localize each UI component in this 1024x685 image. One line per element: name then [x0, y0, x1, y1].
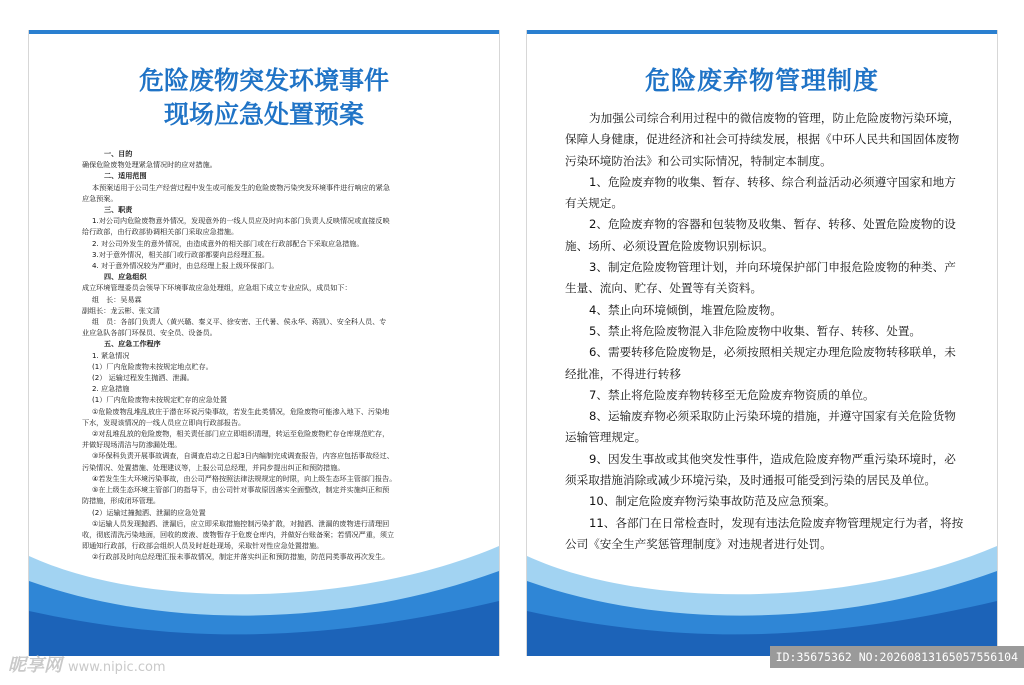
image-id-badge: ID:35675362 NO:20260813165057556104 [770, 646, 1024, 668]
body-line: ④若发生生大环境污染事故，由公司严格按照法律法规规定的时限，向上级生态环主管部门报告。 [92, 473, 397, 483]
body-line: (2） 运输过程发生抛洒、泄漏。 [92, 373, 194, 383]
rule-paragraph: 10、制定危险废弃物污染事故防范及应急预案。 [589, 494, 836, 509]
body-line: ①危险废物乱堆乱放庄于潜在环说污染事故，若发生此类情况，危险废物可能渗入地下、污染地 [92, 406, 390, 416]
body-line: 组 长：吴易霖 [92, 294, 142, 304]
body-line: ①运输人员发现抛洒、泄漏后，应立即采取措施控制污染扩散，对抛洒、泄漏的废物进行清理回 [92, 518, 390, 528]
body-line: 2. 应急措施 [92, 384, 130, 394]
site-watermark [8, 651, 166, 677]
body-line: 成立环境管理委员会领导下环境事故应急处理组，应急组下成立专业应队，成员如下： [82, 283, 352, 293]
rule-paragraph: 7、禁止将危险废弃物转移至无危险废弃物资质的单位。 [589, 387, 875, 402]
right-poster [526, 30, 998, 656]
body-line: 1. 紧急情况 [92, 350, 130, 360]
body-line: 污染情况、处置措施、处理建议等，上报公司总经理，并同步提出纠正和预防措施。 [82, 462, 345, 472]
left-wave-decoration [29, 536, 499, 656]
top-band [29, 30, 499, 34]
body-line: 本预案适用于公司生产经营过程中发生或可能发生的危险废物污染突发环境事件进行响应的紧急 [92, 182, 390, 192]
body-line: (1）厂内危险废物未按规定贮存的应急处置 [92, 395, 227, 405]
left-title-line-2: 现场应急处置预案 [163, 100, 364, 129]
body-line: 收，彻底清洗污染地面，回收的废液、废物暂存于危废仓库内，并做好台账备案；若情况严重，须立 [82, 529, 395, 539]
body-line: 业应急队各部门环保员、安全员、设备员。 [82, 328, 217, 338]
right-poster-body [565, 108, 965, 555]
body-line: 并做好现场清洁与防渗漏处理。 [82, 440, 182, 450]
right-wave-decoration [527, 536, 997, 656]
left-poster-body [82, 148, 462, 563]
body-line: ③环保科负责开展事故调查，自调查启动之日起3日内编制完成调查报告，内容应包括事故经过、 [92, 451, 394, 461]
section-heading: 四、应急组织 [104, 272, 147, 282]
body-line: ⑤在上级生态环境主管部门的指导下，由公司针对事故原因落实全面整改，制定并实施纠正和预 [92, 485, 390, 495]
body-line: 3.对于意外情况，相关部门或行政部都要向总经理汇报。 [92, 249, 270, 259]
body-line: 应急预案。 [82, 193, 118, 203]
section-heading: 二、适用范围 [104, 171, 147, 181]
body-line: 给行政部，由行政部协调相关部门采取应急措施。 [82, 227, 239, 237]
body-line: (2）运输过撞抛洒、泄漏的应急处置 [92, 507, 206, 517]
left-poster [28, 30, 500, 656]
rule-paragraph: 2、危险废弃物的容器和包装物及收集、暂存、转移、处置危险废物的设施、场所、必须设置危险废物识别标识。 [565, 217, 956, 253]
body-line: 防措施，形成闭环管理。 [82, 496, 161, 506]
right-poster-title: 危险废弃物管理制度 [644, 66, 879, 95]
section-heading: 一、目的 [104, 149, 133, 158]
body-line: 2. 对公司外发生的意外情况，由造成意外的相关部门或在行政部配合下采取应急措施。 [92, 238, 364, 248]
body-line: ②对乱堆乱放的危险废物，相关责任部门应立即组织清理，转运至危险废物贮存仓库规范贮存， [92, 429, 390, 439]
body-line: 4. 对于意外情况较为严重时，由总经理上报上级环保部门。 [92, 261, 279, 271]
body-line: 确保危险废物处理紧急情况时的应对措施。 [82, 160, 217, 170]
body-line: 下水，发现该情况的一线人员应立即向行政部报告。 [82, 417, 246, 427]
left-poster-title [29, 64, 499, 132]
body-line: 1.对公司内危险废物意外情况，发现意外的一线人员应及时向本部门负责人反映情况或直接反映 [92, 216, 390, 226]
rule-paragraph: 1、危险废弃物的收集、暂存、转移、综合利益活动必须遵守国家和地方有关规定。 [565, 174, 956, 211]
left-title-line-1: 危险废物突发环境事件 [138, 66, 389, 95]
body-line: ②行政部及时向总经理汇报未事故情况，制定并落实纠正和预防措施，防范同类事故再次发生。 [92, 552, 390, 562]
rule-paragraph: 8、运输废弃物必须采取防止污染环境的措施，并遵守国家有关危险货物运输管理规定。 [565, 409, 956, 445]
section-heading: 五、应急工作程序 [104, 339, 161, 349]
body-line: (1）厂内危险废物未按规定地点贮存。 [92, 361, 213, 371]
body-line: 即通知行政部，行政部会组织人员及时赶赴现场，采取针对性应急处置措施。 [82, 541, 324, 551]
watermark-site-name: 昵享网 [8, 655, 62, 676]
rule-paragraph: 6、需要转移危险废物是，必须按照相关规定办理危险废物转移联单，未经批准，不得进行转移 [565, 345, 956, 381]
rule-paragraph: 为加强公司综合利用过程中的微信废物的管理，防止危险废物污染环境，保障人身健康，促进经济和社会可持续发展，根据《中环人民共和国固体废物污染环境防治法》和公司实际情况，特制定本制度。 [565, 111, 961, 168]
watermark-url: www.nipic.com [68, 660, 166, 675]
body-line: 副组长：龙云彬、张文清 [82, 305, 161, 315]
rule-paragraph: 9、因发生事故或其他突发性事件，造成危险废弃物严重污染环境时，必须采取措施消除或减少环境污染，及时通报可能受到污染的居民及单位。 [565, 451, 956, 488]
rule-paragraph: 3、制定危险废物管理计划，并向环境保护部门申报危险废物的种类、产生量、流向、贮存、处置等有关资料。 [565, 260, 956, 296]
top-band [527, 30, 997, 34]
rule-paragraph: 5、禁止将危险废物混入非危险废物中收集、暂存、转移、处置。 [589, 323, 922, 338]
section-heading: 三、职责 [104, 205, 133, 215]
body-line: 组 员：各部门负责人（黄兴璐、秦义平、徐安密、王代暑、侯永华、蒋凯）、安全科人员、专 [92, 317, 387, 327]
rule-paragraph: 4、禁止向环境倾倒，堆置危险废物。 [589, 302, 782, 317]
rule-paragraph: 11、各部门在日常检查时，发现有违法危险废弃物管理规定行为者，将按公司《安全生产奖惩管理制度》对违规者进行处罚。 [565, 515, 964, 551]
